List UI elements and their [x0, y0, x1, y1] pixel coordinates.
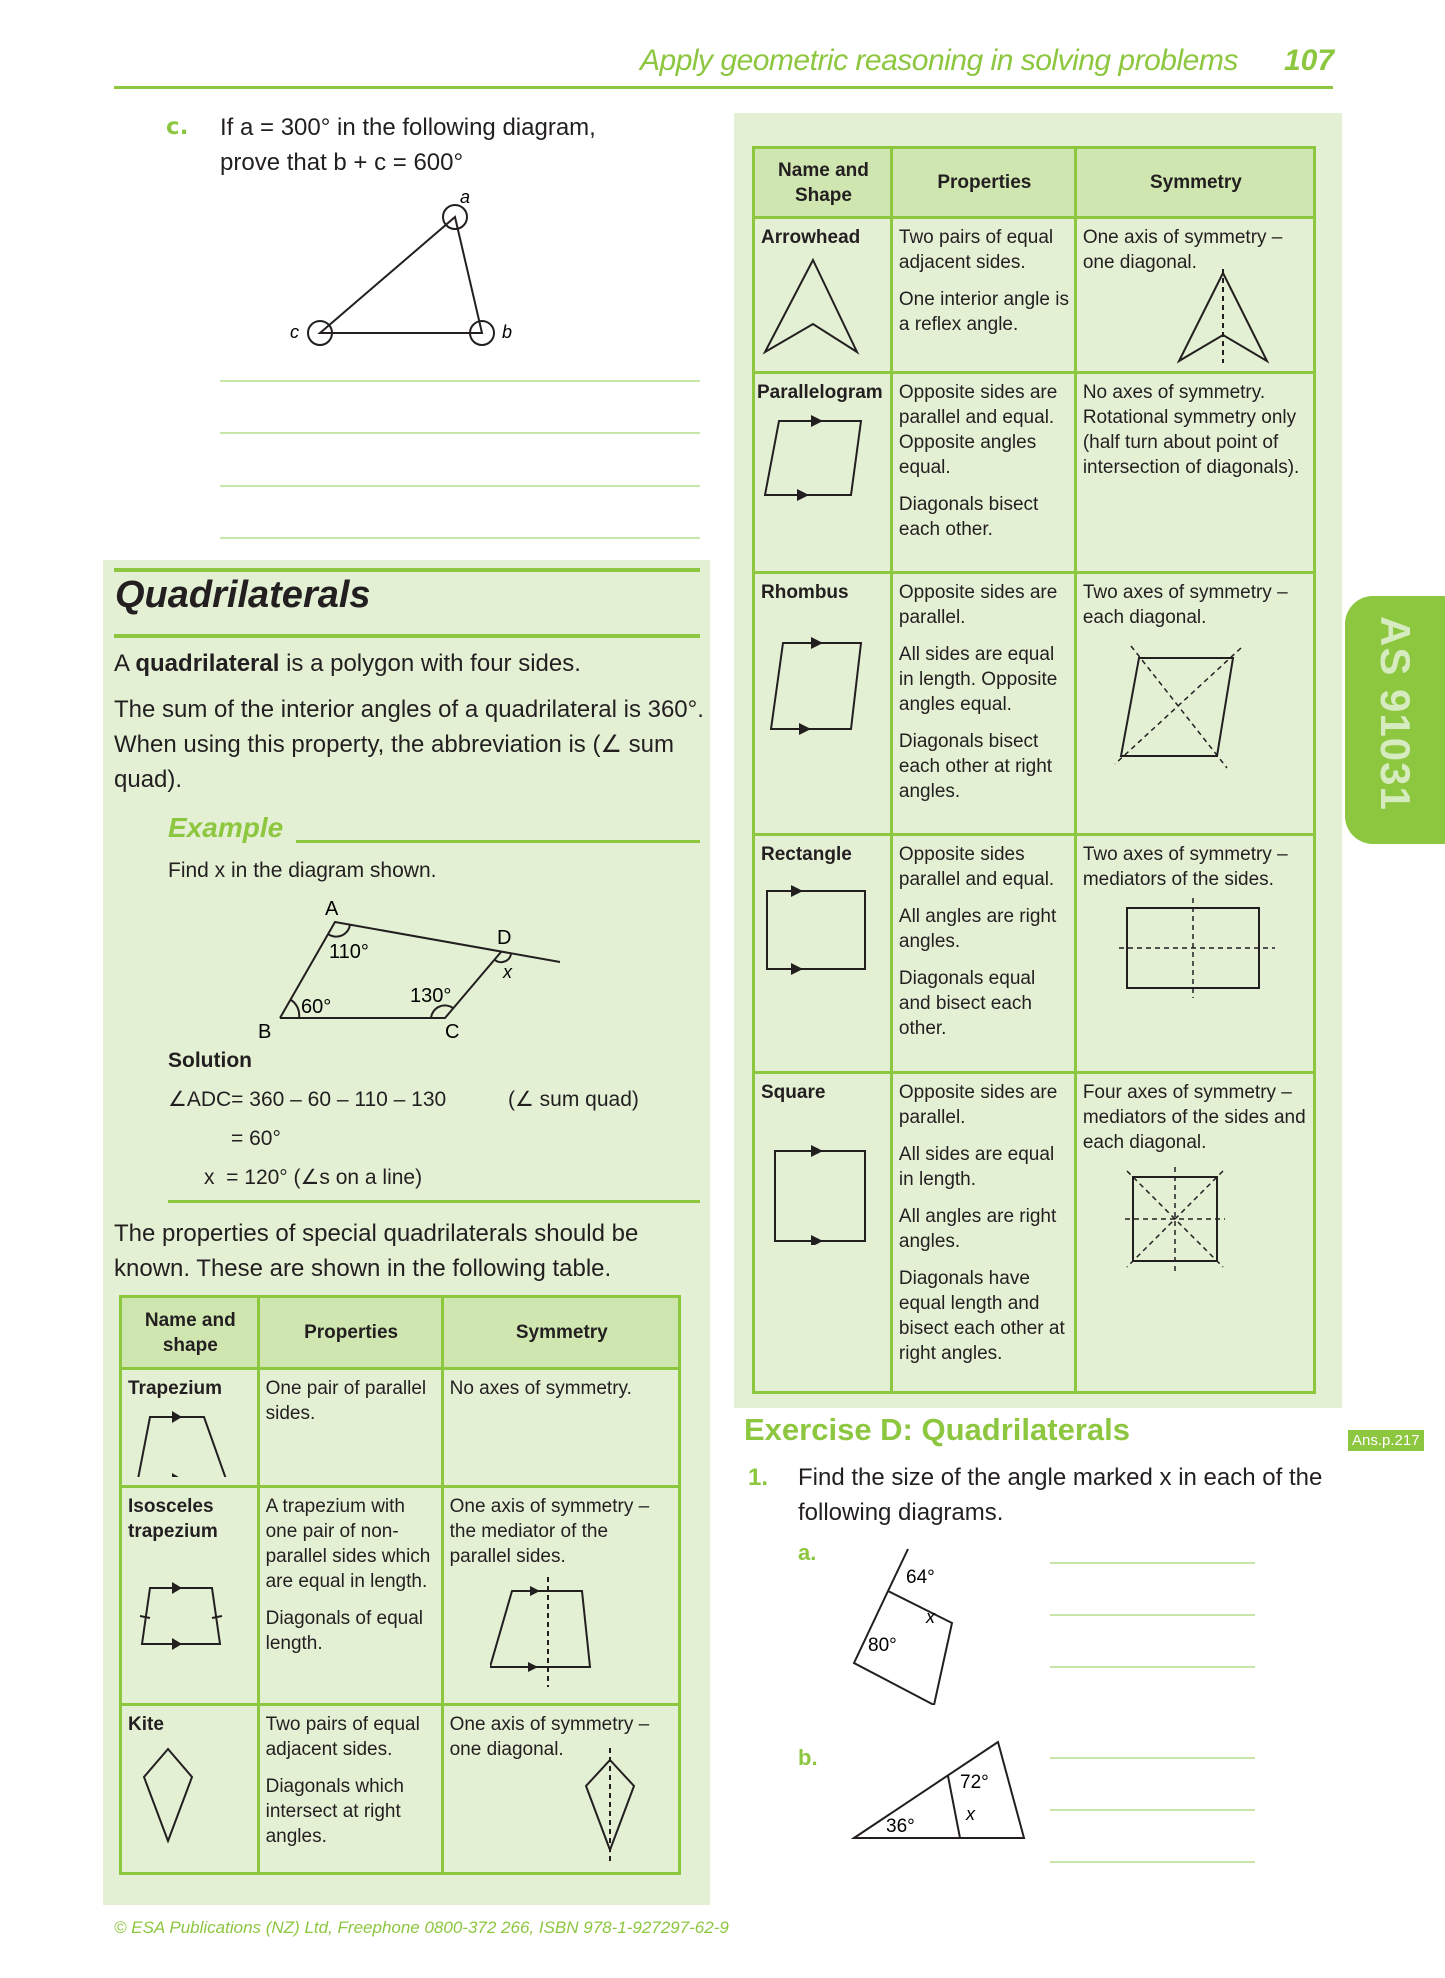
example-quadrilateral-diagram — [255, 890, 575, 1050]
property-text: All sides are equal in length. — [898, 1144, 1055, 1190]
shape-name: Isosceles trapezium — [128, 1496, 218, 1542]
angle-a-label: 110° — [329, 941, 369, 963]
angle-x-label: x — [503, 962, 512, 982]
solution-heading: Solution — [168, 1049, 252, 1072]
arrowhead-axis-icon — [1173, 269, 1273, 365]
property-text: Two pairs of equal adjacent sides. — [898, 227, 1054, 273]
header-properties: Properties — [891, 148, 1075, 218]
property-text: Diagonals bisect each other. — [898, 494, 1039, 540]
question-text: Find the size of the angle marked x in each of the following diagrams. — [798, 1464, 1323, 1526]
part-a-diagram — [850, 1545, 1020, 1705]
property-text: Opposite sides are parallel. — [898, 582, 1058, 628]
quadrilateral-table-left — [119, 1295, 681, 1875]
section-title: Quadrilaterals — [115, 574, 371, 616]
page-number: 107 — [1284, 44, 1335, 77]
part-b-diagram — [850, 1738, 1030, 1848]
rhombus-shape-icon — [761, 635, 871, 735]
property-text: Opposite sides are parallel. — [898, 1082, 1058, 1128]
property-text: Diagonals equal and bisect each other. — [898, 968, 1036, 1039]
kite-axis-icon — [580, 1746, 650, 1866]
header-name-shape: Name and Shape — [754, 148, 892, 218]
angle-sum-text: The sum of the interior angles of a quadrilateral is 360°. When using this property, the abbreviation is (∠ sum quad). — [114, 696, 704, 793]
table-row — [754, 573, 1315, 835]
section-bottom-rule — [114, 634, 700, 638]
property-text: One interior angle is a reflex angle. — [898, 289, 1069, 335]
solution-line-2: = 60° — [231, 1127, 281, 1150]
isosceles-trapezium-axis-icon — [490, 1575, 620, 1695]
vertex-label-b: B — [258, 1021, 272, 1043]
shape-name: Rhombus — [761, 582, 849, 603]
standard-tab — [1345, 596, 1445, 844]
part-a-angle-x: x — [926, 1607, 935, 1627]
property-text: Diagonals bisect each other at right angles. — [898, 731, 1053, 802]
label-c: c — [290, 322, 299, 342]
trapezium-shape-icon — [128, 1407, 238, 1477]
property-text: All angles are right angles. — [898, 1206, 1057, 1252]
angle-c-label: 130° — [410, 985, 452, 1007]
label-a: a — [460, 187, 471, 207]
part-b-angle-36: 36° — [886, 1816, 915, 1837]
symmetry-text: One axis of symmetry – the mediator of the parallel sides. — [449, 1496, 650, 1567]
shape-name: Square — [761, 1082, 826, 1103]
table-header-row — [754, 148, 1315, 218]
shape-name: Parallelogram — [757, 382, 883, 403]
answer-line[interactable] — [1050, 1666, 1255, 1668]
answer-line[interactable] — [1050, 1562, 1255, 1564]
table-row — [121, 1705, 680, 1874]
symmetry-text: Two axes of symmetry – each diagonal. — [1082, 582, 1288, 628]
answer-line[interactable] — [220, 485, 700, 487]
shape-name: Arrowhead — [761, 227, 861, 248]
question-number: 1. — [748, 1464, 769, 1491]
angle-b-label: 60° — [301, 996, 332, 1018]
property-text: Two pairs of equal adjacent sides. — [265, 1714, 420, 1760]
rhombus-axes-icon — [1113, 644, 1263, 774]
property-text: Opposite sides are parallel and equal. Opposite angles equal. — [898, 382, 1058, 478]
section-top-rule — [114, 568, 700, 572]
example-prompt: Find x in the diagram shown. — [168, 859, 437, 882]
answer-line[interactable] — [220, 537, 700, 539]
part-a-angle-80: 80° — [868, 1635, 897, 1656]
header-rule — [114, 86, 1333, 89]
label-b: b — [502, 322, 513, 342]
footer-copyright: © ESA Publications (NZ) Ltd, Freephone 0800-372 266, ISBN 978-1-927297-62-9 — [114, 1918, 729, 1937]
header-symmetry: Symmetry — [442, 1297, 679, 1369]
quadrilateral-table-right — [752, 146, 1316, 1394]
example-title: Example — [168, 812, 284, 843]
example-rule — [296, 840, 700, 843]
solution-line-3: x = 120° (∠s on a line) — [204, 1166, 423, 1189]
arrowhead-shape-icon — [761, 256, 871, 356]
property-text: Opposite sides parallel and equal. — [898, 844, 1055, 890]
isosceles-trapezium-shape-icon — [128, 1582, 238, 1652]
part-b-angle-x: x — [966, 1804, 975, 1824]
table-header-row — [121, 1297, 680, 1369]
answer-line[interactable] — [220, 432, 700, 434]
answer-line[interactable] — [1050, 1614, 1255, 1616]
kite-shape-icon — [128, 1743, 238, 1843]
symmetry-text: No axes of symmetry. Rotational symmetry only (half turn about point of intersection of diagonals). — [1082, 382, 1300, 478]
part-b-angle-72: 72° — [960, 1772, 989, 1793]
answer-line[interactable] — [220, 380, 700, 382]
header-properties: Properties — [258, 1297, 442, 1369]
table-row — [121, 1369, 680, 1487]
property-text: A trapezium with one pair of non-parallel sides which are equal in length. — [265, 1496, 431, 1592]
exercise-title: Exercise D: Quadrilaterals — [744, 1412, 1130, 1447]
definition-text: A quadrilateral is a polygon with four sides. — [114, 650, 581, 677]
square-axes-icon — [1125, 1167, 1225, 1271]
parallelogram-shape-icon — [757, 411, 867, 501]
shape-name: Rectangle — [761, 844, 852, 865]
answer-line[interactable] — [1050, 1809, 1255, 1811]
rectangle-axes-icon — [1119, 898, 1279, 998]
shape-name: Kite — [128, 1714, 164, 1735]
header-symmetry: Symmetry — [1075, 148, 1314, 218]
property-text: Diagonals which intersect at right angles. — [265, 1776, 404, 1847]
symmetry-text: One axis of symmetry – one diagonal. — [1082, 227, 1283, 273]
symmetry-text: One axis of symmetry – one diagonal. — [449, 1714, 650, 1760]
vertex-label-d: D — [497, 927, 512, 949]
part-a-label: a. — [798, 1540, 817, 1565]
answer-line[interactable] — [1050, 1861, 1255, 1863]
property-text: One pair of parallel sides. — [265, 1378, 427, 1424]
solution-reason-1: (∠ sum quad) — [508, 1088, 639, 1111]
vertex-label-c: C — [445, 1021, 460, 1043]
standard-tab-label: AS 91031 — [1372, 616, 1419, 811]
rectangle-shape-icon — [761, 885, 871, 975]
table-intro-text: The properties of special quadrilaterals should be known. These are shown in the following table. — [114, 1220, 639, 1282]
table-row — [754, 1073, 1315, 1393]
table-row — [754, 218, 1315, 373]
answer-reference-badge[interactable]: Ans.p.217 — [1348, 1430, 1424, 1451]
running-header-title: Apply geometric reasoning in solving problems — [640, 44, 1238, 77]
symmetry-text: Two axes of symmetry – mediators of the sides. — [1082, 844, 1288, 890]
solution-line-1: ∠ADC= 360 – 60 – 110 – 130 — [168, 1088, 447, 1111]
table-row — [754, 835, 1315, 1073]
example-end-rule — [168, 1200, 700, 1203]
shape-name: Trapezium — [128, 1378, 222, 1399]
question-c-label: c. — [166, 114, 189, 140]
triangle-reflex-diagram — [280, 185, 540, 350]
property-text: All angles are right angles. — [898, 906, 1057, 952]
property-text: Diagonals have equal length and bisect each other at right angles. — [898, 1268, 1065, 1364]
property-text: All sides are equal in length. Opposite angles equal. — [898, 644, 1058, 715]
symmetry-text: No axes of symmetry. — [449, 1378, 632, 1399]
property-text: Diagonals of equal length. — [265, 1608, 423, 1654]
definition-term: quadrilateral — [135, 650, 280, 677]
symmetry-text: Four axes of symmetry – mediators of the sides and each diagonal. — [1082, 1082, 1306, 1153]
part-a-angle-64: 64° — [906, 1567, 935, 1588]
square-shape-icon — [761, 1145, 871, 1245]
vertex-label-a: A — [325, 898, 339, 920]
question-c-line1: If a = 300° in the following diagram, — [220, 114, 596, 141]
table-row — [121, 1487, 680, 1705]
answer-line[interactable] — [1050, 1757, 1255, 1759]
header-name-shape: Name and shape — [121, 1297, 259, 1369]
question-c-text — [220, 110, 700, 180]
part-b-label: b. — [798, 1745, 818, 1770]
table-row — [754, 373, 1315, 573]
question-c-line2: prove that b + c = 600° — [220, 149, 464, 176]
